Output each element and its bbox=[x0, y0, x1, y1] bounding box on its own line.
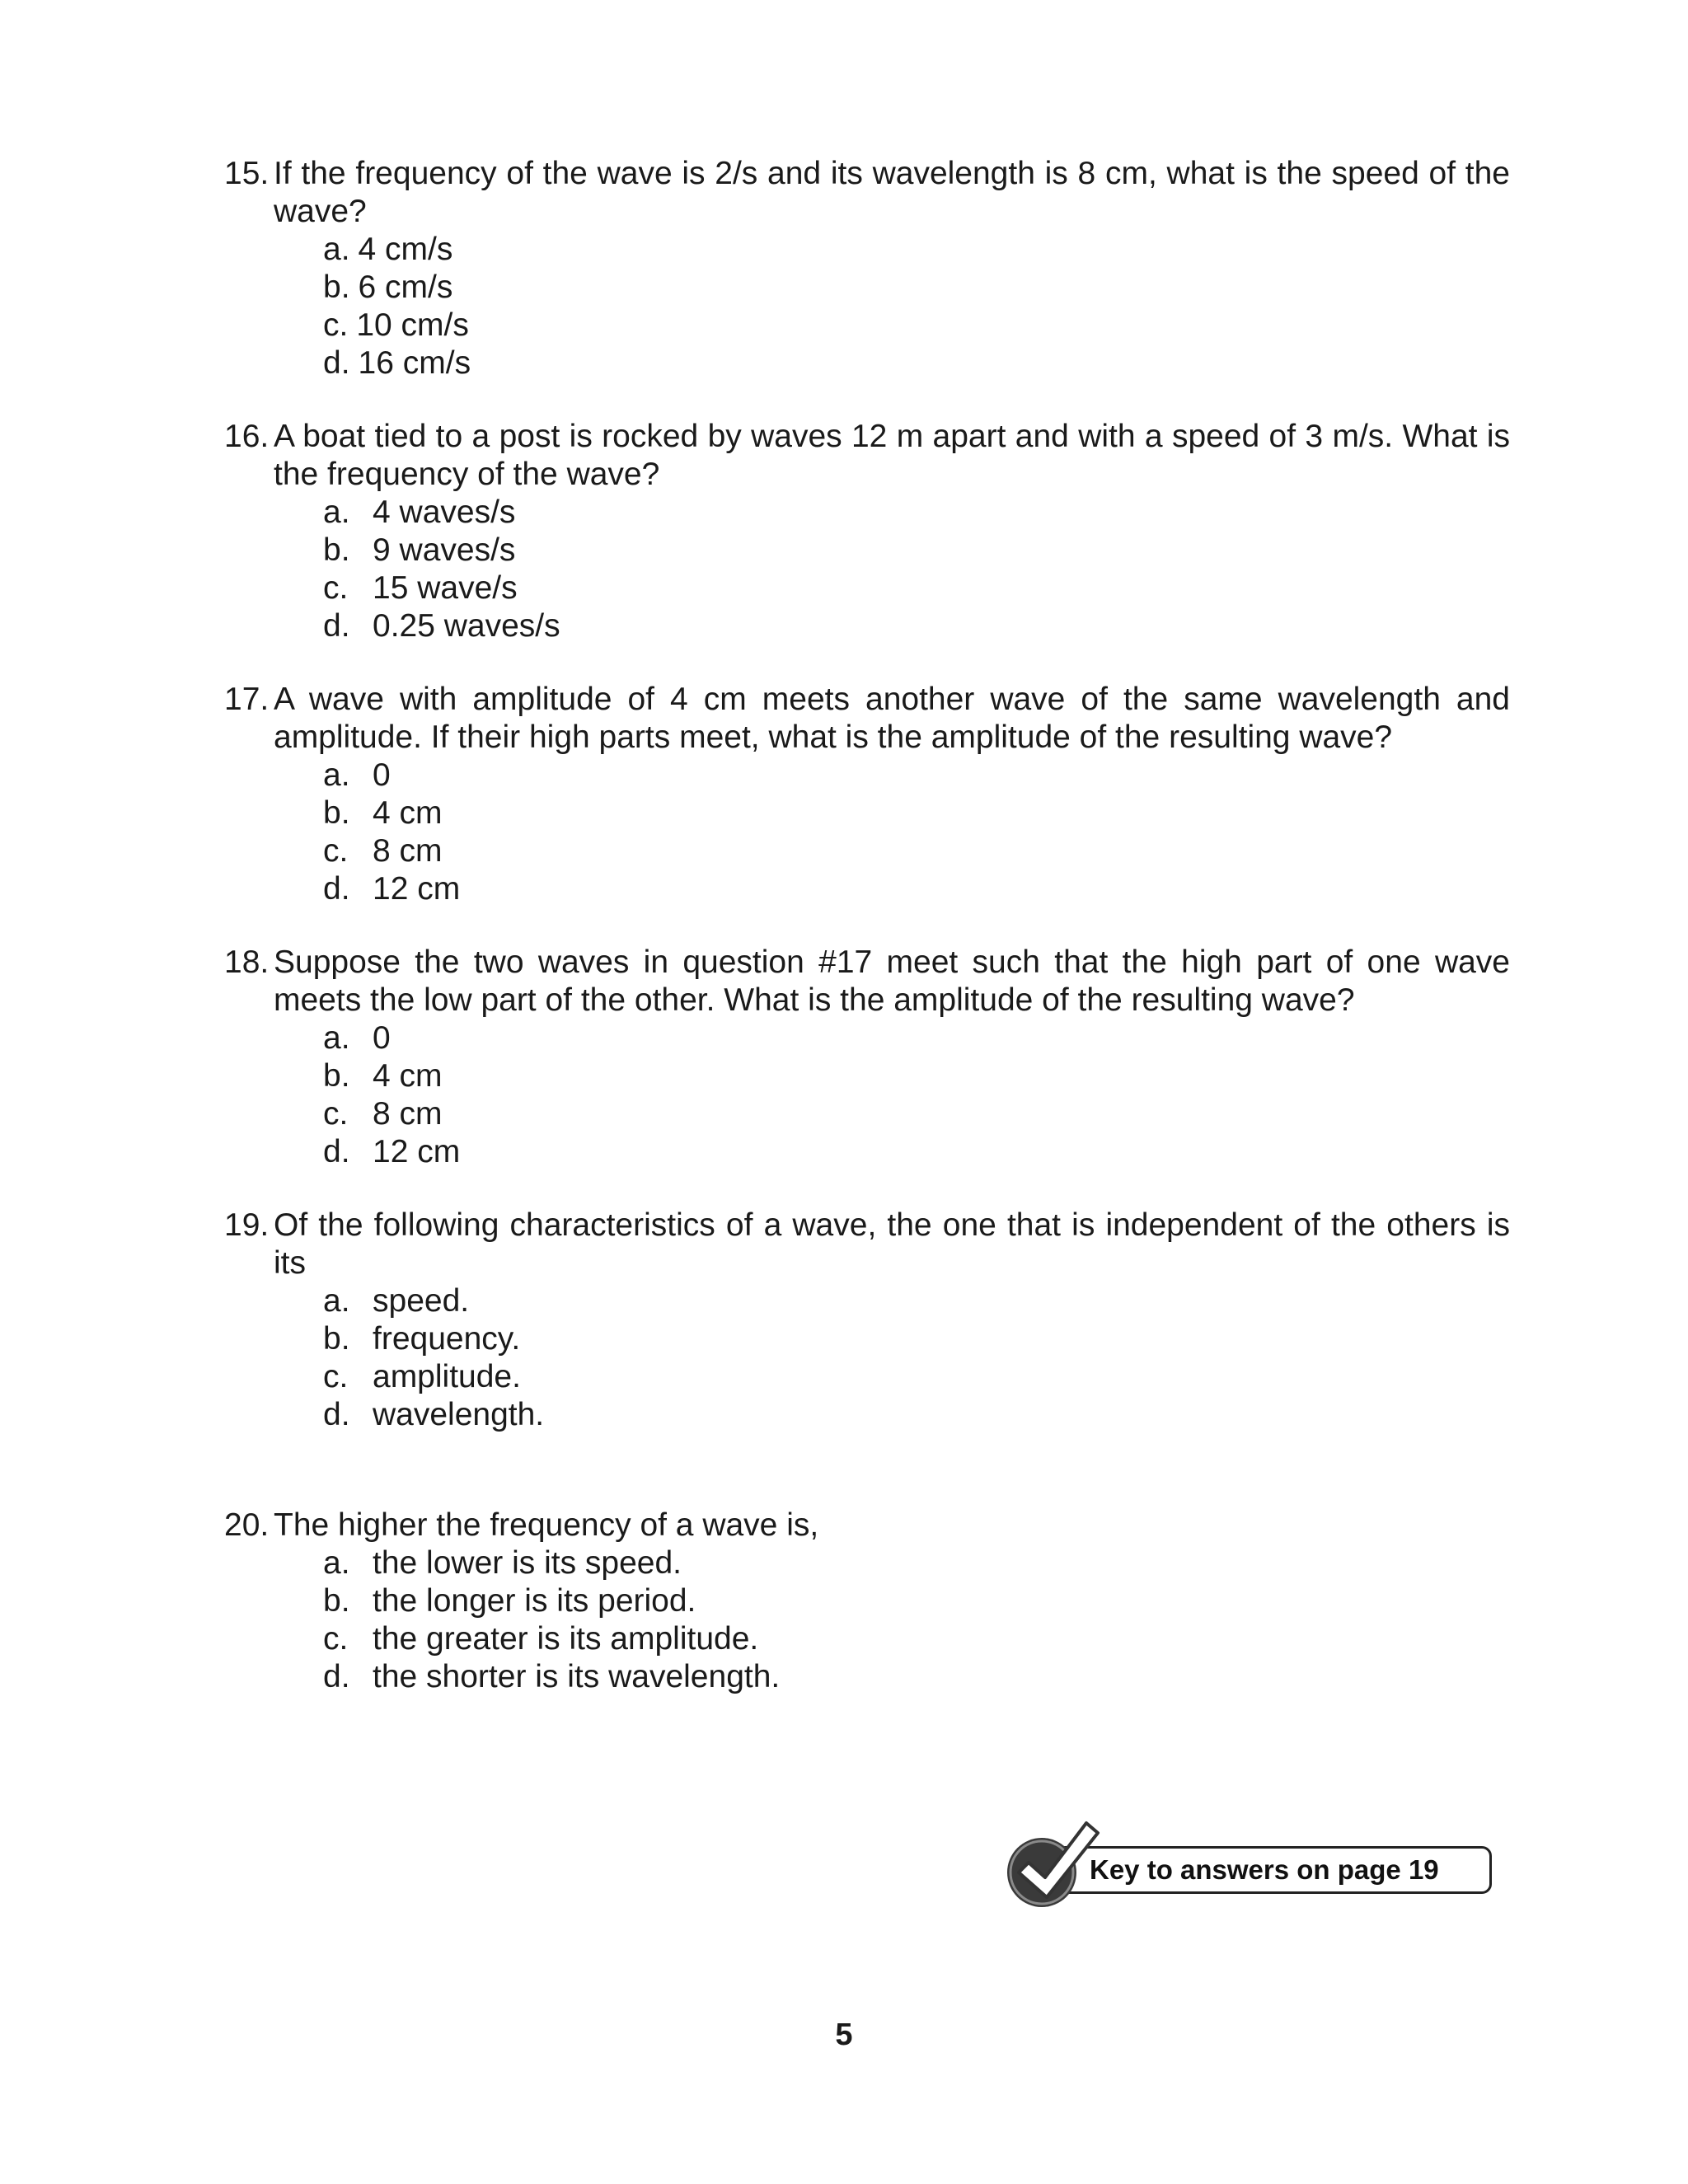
question-number: 15. bbox=[224, 156, 270, 191]
choice-text: 4 cm bbox=[373, 795, 443, 831]
choice-d bbox=[323, 870, 1510, 908]
question-number: 19. bbox=[224, 1207, 270, 1243]
choice-text: 4 waves/s bbox=[373, 494, 516, 530]
question-text: A wave with amplitude of 4 cm meets another wave of the same wavelength and amplitude. If their high parts meet, what is the amplitude of the resulting wave? bbox=[274, 682, 1510, 755]
choice-letter: d. bbox=[323, 1134, 350, 1169]
choice-text: 6 cm/s bbox=[358, 269, 453, 305]
choice-letter: a. bbox=[323, 757, 350, 793]
choice-letter: c. bbox=[323, 1359, 349, 1394]
choice-text: frequency. bbox=[373, 1321, 521, 1357]
choice-letter: b. bbox=[323, 1583, 350, 1619]
choice-list bbox=[224, 1282, 1510, 1434]
page-number: 5 bbox=[835, 2018, 853, 2052]
question-text: Of the following characteristics of a wave, the one that is independent of the others is its bbox=[274, 1207, 1510, 1281]
choice-b bbox=[323, 269, 1510, 307]
choice-text: 4 cm bbox=[373, 1058, 443, 1094]
choice-b bbox=[323, 1582, 1510, 1620]
choice-text: the greater is its amplitude. bbox=[373, 1621, 759, 1657]
choice-letter: b. bbox=[323, 795, 350, 831]
question-number: 17. bbox=[224, 682, 270, 717]
choice-list bbox=[224, 757, 1510, 908]
choice-letter: d. bbox=[323, 1397, 350, 1432]
choice-a bbox=[323, 757, 1510, 794]
choice-a bbox=[323, 1544, 1510, 1582]
choice-text: speed. bbox=[373, 1283, 470, 1319]
choice-text: 16 cm/s bbox=[358, 345, 471, 381]
choice-a bbox=[323, 231, 1510, 269]
choice-text: 0 bbox=[373, 1020, 391, 1056]
choice-text: 0.25 waves/s bbox=[373, 608, 560, 644]
question-19 bbox=[224, 1207, 1510, 1434]
choice-text: 10 cm/s bbox=[356, 307, 469, 343]
question-text: A boat tied to a post is rocked by waves 12 m apart and with a speed of 3 m/s. What is the frequency of the wave? bbox=[274, 419, 1510, 492]
choice-text: amplitude. bbox=[373, 1359, 521, 1394]
choice-b bbox=[323, 1320, 1510, 1358]
question-text: Suppose the two waves in question #17 meet such that the high part of one wave meets the low part of the other. What is the amplitude of the resulting wave? bbox=[274, 944, 1510, 1018]
choice-text: the lower is its speed. bbox=[373, 1545, 682, 1581]
choice-d bbox=[323, 607, 1510, 645]
choice-text: the longer is its period. bbox=[373, 1583, 696, 1619]
choice-letter: d. bbox=[323, 608, 350, 644]
choice-letter: b. bbox=[323, 1321, 350, 1357]
choice-letter: b. bbox=[323, 532, 350, 568]
choice-letter: a. bbox=[323, 232, 350, 267]
choice-list bbox=[224, 231, 1510, 382]
choice-letter: c. bbox=[323, 307, 349, 343]
question-text: If the frequency of the wave is 2/s and its wavelength is 8 cm, what is the speed of the wave? bbox=[274, 156, 1510, 229]
choice-a bbox=[323, 494, 1510, 532]
choice-text: 12 cm bbox=[373, 871, 461, 907]
choice-list bbox=[224, 1019, 1510, 1171]
checkmark-icon bbox=[1007, 1818, 1106, 1914]
choice-letter: b. bbox=[323, 269, 350, 305]
question-text: The higher the frequency of a wave is, bbox=[274, 1507, 819, 1543]
choice-letter: c. bbox=[323, 1096, 349, 1132]
question-16 bbox=[224, 418, 1510, 645]
question-number: 18. bbox=[224, 944, 270, 980]
choice-letter: c. bbox=[323, 570, 349, 606]
choice-list bbox=[224, 1544, 1510, 1696]
choice-c bbox=[323, 1095, 1510, 1133]
choice-letter: a. bbox=[323, 1283, 350, 1319]
choice-a bbox=[323, 1282, 1510, 1320]
choice-letter: d. bbox=[323, 1659, 350, 1694]
choice-letter: a. bbox=[323, 494, 350, 530]
choice-letter: a. bbox=[323, 1020, 350, 1056]
choice-c bbox=[323, 832, 1510, 870]
choice-c bbox=[323, 1358, 1510, 1396]
choice-text: wavelength. bbox=[373, 1397, 545, 1432]
question-20 bbox=[224, 1507, 1510, 1696]
choice-b bbox=[323, 794, 1510, 832]
choice-letter: d. bbox=[323, 345, 350, 381]
answer-key-callout bbox=[1007, 1818, 1502, 1914]
choice-list bbox=[224, 494, 1510, 645]
choice-letter: c. bbox=[323, 833, 349, 869]
choice-text: 8 cm bbox=[373, 1096, 443, 1132]
choice-text: 15 wave/s bbox=[373, 570, 518, 606]
choice-a bbox=[323, 1019, 1510, 1057]
question-number: 20. bbox=[224, 1507, 270, 1543]
choice-c bbox=[323, 569, 1510, 607]
question-17 bbox=[224, 681, 1510, 908]
choice-letter: b. bbox=[323, 1058, 350, 1094]
question-18 bbox=[224, 944, 1510, 1171]
choice-d bbox=[323, 1133, 1510, 1171]
choice-letter: d. bbox=[323, 871, 350, 907]
choice-d bbox=[323, 344, 1510, 382]
choice-b bbox=[323, 1057, 1510, 1095]
choice-text: 9 waves/s bbox=[373, 532, 516, 568]
choice-c bbox=[323, 307, 1510, 344]
answer-key-text: Key to answers on page 19 bbox=[1090, 1854, 1439, 1885]
choice-text: 0 bbox=[373, 757, 391, 793]
choice-text: the shorter is its wavelength. bbox=[373, 1659, 781, 1694]
choice-letter: a. bbox=[323, 1545, 350, 1581]
choice-text: 12 cm bbox=[373, 1134, 461, 1169]
choice-text: 8 cm bbox=[373, 833, 443, 869]
choice-text: 4 cm/s bbox=[358, 232, 453, 267]
question-15 bbox=[224, 155, 1510, 382]
choice-d bbox=[323, 1396, 1510, 1434]
choice-letter: c. bbox=[323, 1621, 349, 1657]
choice-c bbox=[323, 1620, 1510, 1658]
choice-d bbox=[323, 1658, 1510, 1696]
choice-b bbox=[323, 532, 1510, 569]
question-number: 16. bbox=[224, 419, 270, 454]
